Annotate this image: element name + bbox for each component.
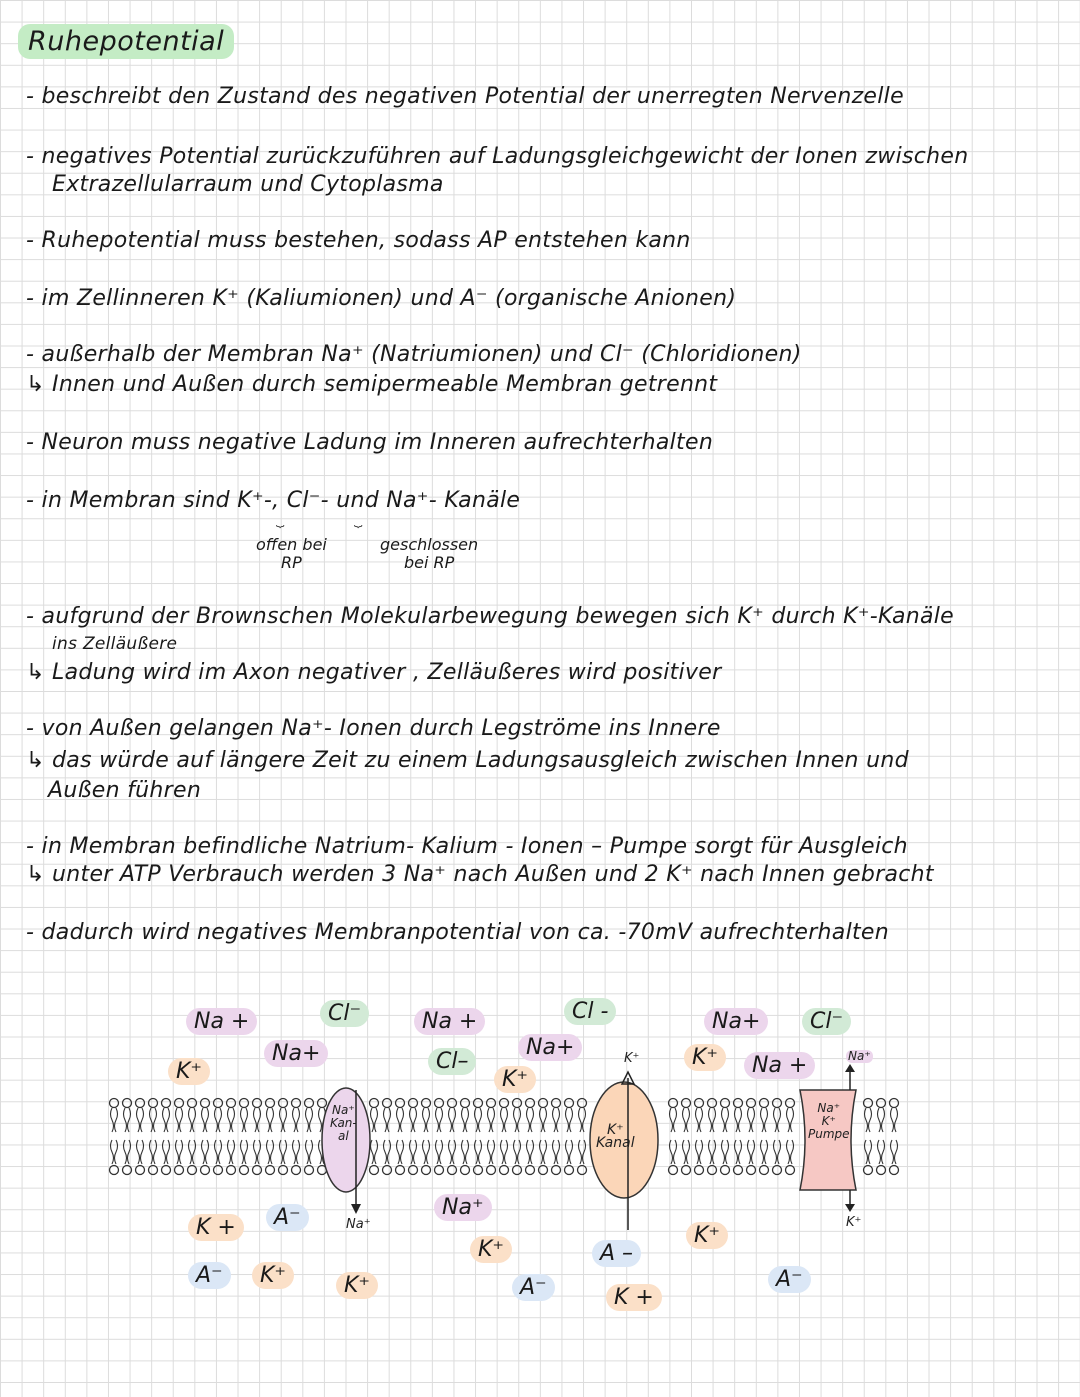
note-line-8c: ↳ Ladung wird im Axon negativer , Zelläußeres wird positiver xyxy=(26,660,722,685)
lipid-tail xyxy=(189,1108,196,1132)
note-line-7: - in Membran sind K⁺-, Cl⁻- und Na⁺- Kanäle xyxy=(26,488,521,513)
lipid-tail xyxy=(579,1140,586,1164)
ion-outside: Cl⁻ xyxy=(320,1000,369,1027)
lipid-tail xyxy=(540,1140,547,1164)
lipid-head xyxy=(422,1099,431,1108)
lipid-head xyxy=(188,1099,197,1108)
lipid-tail xyxy=(384,1108,391,1132)
note-line-9c: Außen führen xyxy=(48,778,202,803)
lipid-tail xyxy=(527,1140,534,1164)
lipid-tail xyxy=(241,1108,248,1132)
lipid-head xyxy=(526,1099,535,1108)
lipid-tail xyxy=(566,1140,573,1164)
ion-outside: Cl⁻ xyxy=(802,1008,851,1035)
note-line-5b: ↳ Innen und Außen durch semipermeable Membran getrennt xyxy=(26,372,718,397)
ion-inside: A⁻ xyxy=(768,1266,811,1293)
lipid-tail xyxy=(735,1108,742,1132)
lipid-head xyxy=(747,1166,756,1175)
lipid-tail xyxy=(670,1108,677,1132)
ion-inside: K⁺ xyxy=(336,1272,378,1299)
lipid-tail xyxy=(501,1108,508,1132)
lipid-head xyxy=(747,1099,756,1108)
lipid-tail xyxy=(865,1108,872,1132)
lipid-tail xyxy=(371,1108,378,1132)
lipid-head xyxy=(474,1166,483,1175)
na-arrow-label: Na⁺ xyxy=(346,1217,371,1232)
lipid-tail xyxy=(202,1108,209,1132)
pump-label: Na⁺ K⁺ Pumpe xyxy=(808,1101,850,1141)
lipid-tail xyxy=(293,1140,300,1164)
lipid-head xyxy=(760,1166,769,1175)
lipid-tail xyxy=(761,1108,768,1132)
lipid-tail xyxy=(215,1140,222,1164)
lipid-head xyxy=(123,1166,132,1175)
lipid-head xyxy=(383,1166,392,1175)
lipid-tail xyxy=(501,1140,508,1164)
lipid-head xyxy=(240,1166,249,1175)
lipid-tail xyxy=(553,1140,560,1164)
note-line-3: - Ruhepotential muss bestehen, sodass AP entstehen kann xyxy=(26,228,691,253)
lipid-head xyxy=(396,1166,405,1175)
note-line-2a: - negatives Potential zurückzuführen auf Ladungsgleichgewicht der Ionen zwischen xyxy=(26,144,969,169)
note-line-5a: - außerhalb der Membran Na⁺ (Natriumionen) und Cl⁻ (Chloridionen) xyxy=(26,342,802,367)
lipid-tail xyxy=(878,1108,885,1132)
na-channel-arrowhead xyxy=(351,1204,361,1214)
lipid-head xyxy=(734,1099,743,1108)
lipid-head xyxy=(500,1166,509,1175)
lipid-head xyxy=(305,1166,314,1175)
lipid-head xyxy=(370,1099,379,1108)
ion-inside: A⁻ xyxy=(188,1262,231,1289)
lipid-tail xyxy=(540,1108,547,1132)
ion-outside: Na + xyxy=(414,1008,485,1035)
lipid-head xyxy=(760,1099,769,1108)
ion-outside: Na+ xyxy=(704,1008,768,1035)
lipid-head xyxy=(435,1166,444,1175)
lipid-head xyxy=(786,1099,795,1108)
lipid-tail xyxy=(709,1140,716,1164)
lipid-tail xyxy=(696,1140,703,1164)
lipid-head xyxy=(539,1099,548,1108)
lipid-tail xyxy=(111,1140,118,1164)
lipid-tail xyxy=(410,1108,417,1132)
lipid-head xyxy=(500,1099,509,1108)
lipid-head xyxy=(526,1166,535,1175)
lipid-head xyxy=(669,1099,678,1108)
pump-in-arrowhead xyxy=(845,1204,855,1212)
lipid-tail xyxy=(423,1108,430,1132)
lipid-head xyxy=(890,1099,899,1108)
pump-out-arrowhead xyxy=(845,1064,855,1072)
brace-cl: ⏟ xyxy=(354,512,363,528)
lipid-tail xyxy=(176,1108,183,1132)
ion-outside: Cl - xyxy=(564,998,616,1025)
note-line-6: - Neuron muss negative Ladung im Inneren aufrechterhalten xyxy=(26,430,714,455)
lipid-head xyxy=(539,1166,548,1175)
note-line-10a: - in Membran befindliche Natrium- Kalium - Ionen – Pumpe sorgt für Ausgleich xyxy=(26,834,908,859)
lipid-head xyxy=(292,1166,301,1175)
lipid-tail xyxy=(228,1108,235,1132)
lipid-tail xyxy=(306,1108,313,1132)
lipid-tail xyxy=(111,1108,118,1132)
lipid-tail xyxy=(280,1108,287,1132)
lipid-tail xyxy=(722,1108,729,1132)
ion-inside: A – xyxy=(592,1240,641,1267)
lipid-head xyxy=(890,1166,899,1175)
lipid-head xyxy=(695,1099,704,1108)
lipid-tail xyxy=(176,1140,183,1164)
lipid-tail xyxy=(527,1108,534,1132)
lipid-tail xyxy=(384,1140,391,1164)
lipid-tail xyxy=(163,1140,170,1164)
ion-outside: K⁺ xyxy=(494,1066,536,1093)
lipid-tail xyxy=(449,1140,456,1164)
lipid-tail xyxy=(475,1140,482,1164)
note-line-8a: - aufgrund der Brownschen Molekularbewegung bewegen sich K⁺ durch K⁺-Kanäle xyxy=(26,604,955,629)
lipid-tail xyxy=(488,1140,495,1164)
lipid-tail xyxy=(449,1108,456,1132)
lipid-head xyxy=(552,1166,561,1175)
lipid-tail xyxy=(488,1108,495,1132)
lipid-head xyxy=(695,1166,704,1175)
lipid-head xyxy=(422,1166,431,1175)
lipid-tail xyxy=(436,1140,443,1164)
lipid-tail xyxy=(150,1140,157,1164)
brace-k: ⏟ xyxy=(276,512,285,528)
lipid-head xyxy=(565,1166,574,1175)
lipid-head xyxy=(214,1099,223,1108)
k-channel-label: K⁺ Kanal xyxy=(596,1122,635,1151)
lipid-head xyxy=(578,1166,587,1175)
lipid-head xyxy=(370,1166,379,1175)
lipid-tail xyxy=(553,1108,560,1132)
lipid-head xyxy=(175,1166,184,1175)
lipid-tail xyxy=(306,1140,313,1164)
lipid-head xyxy=(201,1099,210,1108)
lipid-tail xyxy=(254,1108,261,1132)
lipid-head xyxy=(136,1166,145,1175)
lipid-tail xyxy=(462,1108,469,1132)
lipid-tail xyxy=(371,1140,378,1164)
lipid-head xyxy=(383,1099,392,1108)
ion-outside: Na + xyxy=(186,1008,257,1035)
lipid-head xyxy=(396,1099,405,1108)
lipid-tail xyxy=(566,1108,573,1132)
page-title: Ruhepotential xyxy=(18,24,234,59)
lipid-head xyxy=(136,1099,145,1108)
note-line-1: - beschreibt den Zustand des negativen Potential der unerregten Nervenzelle xyxy=(26,84,904,109)
lipid-head xyxy=(877,1166,886,1175)
lipid-tail xyxy=(137,1108,144,1132)
lipid-head xyxy=(552,1099,561,1108)
lipid-head xyxy=(786,1166,795,1175)
lipid-head xyxy=(266,1099,275,1108)
lipid-tail xyxy=(436,1108,443,1132)
note-line-9a: - von Außen gelangen Na⁺- Ionen durch Legströme ins Innere xyxy=(26,716,721,741)
lipid-tail xyxy=(774,1108,781,1132)
pump-bottom-label: K⁺ xyxy=(846,1215,862,1230)
lipid-tail xyxy=(865,1140,872,1164)
lipid-head xyxy=(669,1166,678,1175)
note-line-11: - dadurch wird negatives Membranpotential von ca. -70mV aufrechterhalten xyxy=(26,920,890,945)
lipid-head xyxy=(773,1166,782,1175)
na-channel-label: Na⁺ Kan- al xyxy=(330,1103,357,1143)
lipid-tail xyxy=(267,1108,274,1132)
lipid-head xyxy=(188,1166,197,1175)
lipid-tail xyxy=(202,1140,209,1164)
lipid-tail xyxy=(878,1140,885,1164)
lipid-tail xyxy=(397,1140,404,1164)
lipid-head xyxy=(279,1099,288,1108)
lipid-tail xyxy=(683,1140,690,1164)
lipid-tail xyxy=(241,1140,248,1164)
ion-inside: A⁻ xyxy=(266,1204,309,1231)
lipid-tail xyxy=(124,1108,131,1132)
lipid-tail xyxy=(475,1108,482,1132)
ion-inside: A⁻ xyxy=(512,1274,555,1301)
lipid-tail xyxy=(423,1140,430,1164)
note-line-10b: ↳ unter ATP Verbrauch werden 3 Na⁺ nach Außen und 2 K⁺ nach Innen gebracht xyxy=(26,862,934,887)
lipid-head xyxy=(409,1099,418,1108)
lipid-head xyxy=(305,1099,314,1108)
lipid-tail xyxy=(514,1140,521,1164)
lipid-head xyxy=(214,1166,223,1175)
lipid-tail xyxy=(696,1108,703,1132)
lipid-head xyxy=(175,1099,184,1108)
lipid-head xyxy=(474,1099,483,1108)
lipid-head xyxy=(708,1166,717,1175)
pump-top-label: Na⁺ xyxy=(848,1049,871,1063)
lipid-tail xyxy=(280,1140,287,1164)
lipid-tail xyxy=(774,1140,781,1164)
lipid-tail xyxy=(787,1108,794,1132)
cl-channel-note: geschlossen bei RP xyxy=(380,535,479,572)
lipid-tail xyxy=(215,1108,222,1132)
lipid-head xyxy=(708,1099,717,1108)
lipid-head xyxy=(448,1099,457,1108)
lipid-head xyxy=(682,1166,691,1175)
lipid-head xyxy=(877,1099,886,1108)
lipid-tail xyxy=(124,1140,131,1164)
lipid-tail xyxy=(683,1108,690,1132)
lipid-tail xyxy=(228,1140,235,1164)
ion-inside: K + xyxy=(188,1214,244,1241)
lipid-tail xyxy=(748,1140,755,1164)
lipid-head xyxy=(487,1166,496,1175)
ion-inside: K⁺ xyxy=(252,1262,294,1289)
lipid-head xyxy=(266,1166,275,1175)
ion-outside: Na + xyxy=(744,1052,815,1079)
lipid-tail xyxy=(579,1108,586,1132)
lipid-head xyxy=(201,1166,210,1175)
ion-inside: Na⁺ xyxy=(434,1194,492,1221)
lipid-tail xyxy=(787,1140,794,1164)
lipid-head xyxy=(110,1166,119,1175)
lipid-head xyxy=(513,1166,522,1175)
lipid-head xyxy=(110,1099,119,1108)
lipid-tail xyxy=(293,1108,300,1132)
lipid-head xyxy=(318,1099,327,1108)
lipid-tail xyxy=(410,1140,417,1164)
lipid-head xyxy=(682,1099,691,1108)
ion-outside: Cl– xyxy=(428,1048,476,1075)
lipid-tail xyxy=(267,1140,274,1164)
lipid-head xyxy=(162,1166,171,1175)
ion-outside: K⁺ xyxy=(168,1058,210,1085)
lipid-tail xyxy=(163,1108,170,1132)
ion-inside: K + xyxy=(606,1284,662,1311)
lipid-head xyxy=(149,1166,158,1175)
lipid-tail xyxy=(254,1140,261,1164)
lipid-head xyxy=(240,1099,249,1108)
k-channel-note: offen bei RP xyxy=(256,535,327,572)
ion-inside: K⁺ xyxy=(686,1222,728,1249)
ion-outside: K⁺ xyxy=(684,1044,726,1071)
lipid-tail xyxy=(397,1108,404,1132)
ion-outside: Na+ xyxy=(264,1040,328,1067)
lipid-head xyxy=(227,1166,236,1175)
lipid-head xyxy=(734,1166,743,1175)
note-line-4: - im Zellinneren K⁺ (Kaliumionen) und A⁻ (organische Anionen) xyxy=(26,286,737,311)
ion-inside: K⁺ xyxy=(470,1236,512,1263)
k-arrow-top-label: K⁺ xyxy=(624,1051,640,1066)
lipid-head xyxy=(461,1166,470,1175)
lipid-tail xyxy=(722,1140,729,1164)
lipid-head xyxy=(279,1166,288,1175)
lipid-head xyxy=(513,1099,522,1108)
lipid-head xyxy=(565,1099,574,1108)
lipid-tail xyxy=(761,1140,768,1164)
lipid-bilayer xyxy=(110,1099,899,1175)
lipid-head xyxy=(292,1099,301,1108)
lipid-head xyxy=(123,1099,132,1108)
lipid-tail xyxy=(748,1108,755,1132)
note-line-9b: ↳ das würde auf längere Zeit zu einem Ladungsausgleich zwischen Innen und xyxy=(26,748,909,773)
lipid-tail xyxy=(514,1108,521,1132)
lipid-tail xyxy=(891,1108,898,1132)
lipid-head xyxy=(149,1099,158,1108)
lipid-head xyxy=(721,1099,730,1108)
lipid-tail xyxy=(137,1140,144,1164)
lipid-head xyxy=(461,1099,470,1108)
note-line-2b: Extrazellularraum und Cytoplasma xyxy=(52,172,444,197)
lipid-tail xyxy=(189,1140,196,1164)
lipid-tail xyxy=(462,1140,469,1164)
lipid-head xyxy=(487,1099,496,1108)
lipid-head xyxy=(162,1099,171,1108)
ion-outside: Na+ xyxy=(518,1034,582,1061)
lipid-head xyxy=(864,1166,873,1175)
lipid-head xyxy=(435,1099,444,1108)
lipid-head xyxy=(864,1099,873,1108)
lipid-head xyxy=(773,1099,782,1108)
lipid-tail xyxy=(735,1140,742,1164)
lipid-head xyxy=(227,1099,236,1108)
lipid-head xyxy=(448,1166,457,1175)
lipid-head xyxy=(409,1166,418,1175)
note-line-8b: ins Zelläußere xyxy=(52,634,178,654)
lipid-tail xyxy=(150,1108,157,1132)
lipid-tail xyxy=(670,1140,677,1164)
lipid-tail xyxy=(709,1108,716,1132)
lipid-tail xyxy=(891,1140,898,1164)
lipid-head xyxy=(578,1099,587,1108)
lipid-head xyxy=(721,1166,730,1175)
lipid-head xyxy=(253,1166,262,1175)
lipid-head xyxy=(253,1099,262,1108)
